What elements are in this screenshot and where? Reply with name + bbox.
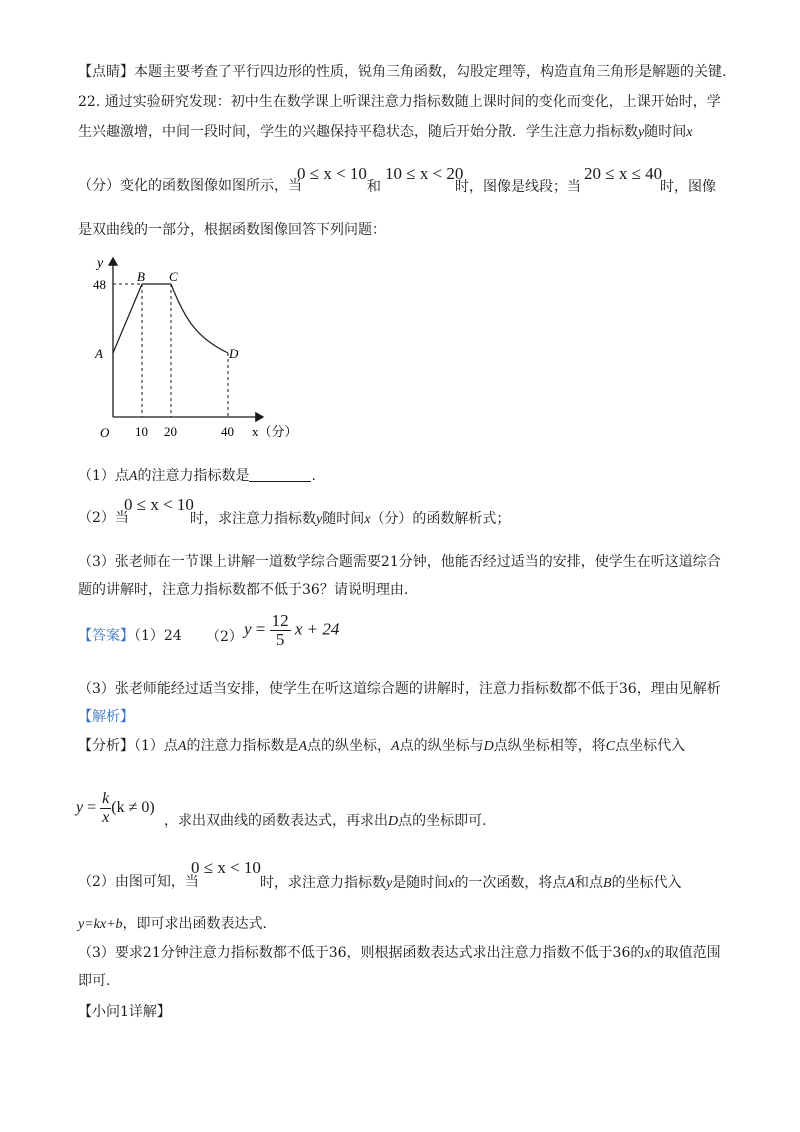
p3-x: x xyxy=(644,946,651,961)
p3b: 的取值范围 xyxy=(650,945,721,961)
point-a-label: A xyxy=(95,346,103,361)
analysis-line-2 xyxy=(164,810,487,830)
dianjing-line xyxy=(78,62,726,82)
p1c: 点的纵坐标， xyxy=(307,738,392,754)
p1-c: C xyxy=(605,739,616,754)
p1b: 的注意力指标数是 xyxy=(186,738,299,754)
p2h: ，即可求出函数表达式. xyxy=(122,916,267,932)
q2-var-x: x xyxy=(364,512,371,527)
p1-a1: A xyxy=(177,739,187,754)
x-tick-40: 40 xyxy=(221,424,234,439)
q2-var-y: y xyxy=(316,512,323,527)
p1f: 点坐标代入 xyxy=(615,738,686,754)
answer-2-num: 12 xyxy=(271,611,289,630)
p1-a2: A xyxy=(298,739,308,754)
problem-line-4 xyxy=(78,220,386,240)
p1-d2: D xyxy=(388,814,399,829)
answer-2-eq: = xyxy=(255,619,266,639)
x-tick-10: 10 xyxy=(135,424,148,439)
answer-2-formula xyxy=(244,612,339,649)
p2d: 的一次函数，将点 xyxy=(454,875,567,891)
q1-period: . xyxy=(311,468,316,484)
answer-blank[interactable] xyxy=(249,467,311,482)
formula-k: k xyxy=(102,790,110,807)
p1a: （1）点 xyxy=(134,738,178,754)
p1d: 点的纵坐标与 xyxy=(399,738,484,754)
answer-3 xyxy=(78,679,721,699)
dianjing-head: 【点睛】 xyxy=(78,64,134,80)
problem-number: 22. xyxy=(78,94,101,110)
point-c-label: C xyxy=(169,269,178,284)
problem-line-1 xyxy=(78,92,721,112)
analysis-line-1 xyxy=(78,736,685,757)
q2-text-c: 随时间 xyxy=(322,511,365,527)
answer-head: 【答案】 xyxy=(78,628,134,644)
p2-y: y xyxy=(386,876,393,891)
point-d-label: D xyxy=(229,346,239,361)
analysis-line-4 xyxy=(78,914,267,935)
p2-x: x xyxy=(448,876,455,891)
p2c: 是随时间 xyxy=(392,875,449,891)
p1-d: D xyxy=(483,739,494,754)
dianjing-text: 本题主要考查了平行四边形的性质，锐角三角函数，勾股定理等，构造直角三角形是解题的关键. xyxy=(134,64,727,80)
var-y: y xyxy=(638,125,645,140)
answer-2-y: y xyxy=(244,619,252,639)
problem-text-4: 是双曲线的一部分，根据函数图像回答下列问题： xyxy=(78,222,386,238)
problem-line-3 xyxy=(78,176,302,196)
p1e: 点纵坐标相等，将 xyxy=(493,738,606,754)
analysis-line-3b xyxy=(260,872,682,892)
fenxi-label: 【分析】 xyxy=(78,738,134,754)
q1-prefix: （1）点 xyxy=(78,468,129,484)
answer-line xyxy=(78,626,182,646)
condition-2: 10 ≤ x < 20 xyxy=(385,164,464,183)
p2-b: B xyxy=(603,876,612,891)
analysis-line-6 xyxy=(78,971,110,991)
question-1 xyxy=(78,466,316,487)
y-axis-label: y xyxy=(97,256,104,271)
formula-fraction xyxy=(100,790,111,827)
hyperbola-cd xyxy=(171,284,228,353)
q2-condition: 0 ≤ x < 10 xyxy=(124,495,194,514)
q1-text: 的注意力指标数是 xyxy=(137,468,250,484)
p2g: y=kx+b xyxy=(78,917,123,932)
y-tick-48: 48 xyxy=(93,277,106,292)
p2e: 和点 xyxy=(575,875,603,891)
p1g: ，求出双曲线的函数表达式，再求出 xyxy=(164,813,388,829)
function-graph xyxy=(85,250,305,445)
q3-text-b: 题的讲解时，注意力指标数都不低于36？请说明理由. xyxy=(78,582,409,598)
answer-2-fraction xyxy=(270,612,291,649)
p3c: 即可. xyxy=(78,973,111,989)
question-2 xyxy=(78,508,129,528)
q2-prefix: （2）当 xyxy=(78,510,129,526)
q2-text-d: （分）的函数解析式； xyxy=(370,511,511,527)
p2-a: A xyxy=(566,876,575,891)
condition-1: 0 ≤ x < 10 xyxy=(297,164,367,183)
origin-label: O xyxy=(100,425,110,440)
p3a: （3）要求21分钟注意力指标数都不低于36，则根据函数表达式求出注意力指数不低于36的 xyxy=(78,945,645,961)
problem-line-2 xyxy=(78,122,692,143)
and-word: 和 xyxy=(367,179,381,195)
problem-text-2a: 生兴趣激增，中间一段时间，学生的兴趣保持平稳状态，随后开始分散．学生注意力指标数 xyxy=(78,124,638,140)
xiaowen-head xyxy=(78,1002,171,1022)
question-3a xyxy=(78,552,721,572)
problem-text-3c: 时，图像 xyxy=(660,179,716,195)
answer-2-prefix: （2） xyxy=(206,629,243,645)
formula-y: y xyxy=(76,799,84,817)
jiexi-label: 【解析】 xyxy=(78,709,134,725)
p1-a3: A xyxy=(391,739,400,754)
condition-3: 20 ≤ x ≤ 40 xyxy=(584,164,663,183)
segment-ab xyxy=(113,284,142,353)
x-tick-20: 20 xyxy=(164,424,177,439)
p2b: 时，求注意力指标数 xyxy=(260,875,386,891)
x-axis-label: x（分） xyxy=(252,424,298,439)
answer-2-rest: x + 24 xyxy=(294,619,340,639)
problem-text-1: 通过实验研究发现：初中生在数学课上听课注意力指标数随上课时间的变化而变化，上课开始时，学 xyxy=(104,94,721,110)
answer-2-den: 5 xyxy=(275,630,285,649)
problem-text-3a: （分）变化的函数图像如图所示，当 xyxy=(78,178,302,194)
question-3b xyxy=(78,580,408,600)
q2-text-b: 时，求注意力指标数 xyxy=(190,511,316,527)
analysis-line-5 xyxy=(78,943,721,964)
p2-condition: 0 ≤ x < 10 xyxy=(191,858,261,877)
q3-text-a: （3）张老师在一节课上讲解一道数学综合题需要21分钟，他能否经过适当的安排，使学生在听这道综合 xyxy=(78,554,721,570)
answer-3-text: （3）张老师能经过适当安排，使学生在听这道综合题的讲解时，注意力指标数都不低于36，理由见解析 xyxy=(78,681,721,697)
point-b-label: B xyxy=(137,269,145,284)
p1h: 点的坐标即可. xyxy=(398,813,487,829)
xiaowen-label: 【小问1详解】 xyxy=(78,1004,171,1020)
hyperbola-formula: y = $\frac{k}{x}$ (k ≠ 0) xyxy=(76,790,155,826)
jiexi-head xyxy=(78,707,134,727)
var-x: x xyxy=(686,125,693,140)
p2a: （2）由图可知，当 xyxy=(78,874,199,890)
q1-point-a: A xyxy=(128,469,138,484)
analysis-line-3 xyxy=(78,872,199,892)
q2-text xyxy=(190,508,510,528)
problem-text-3b: 时，图像是线段；当 xyxy=(455,179,581,195)
answer-1: （1）24 xyxy=(134,628,182,644)
formula-cond: (k ≠ 0) xyxy=(111,799,155,817)
problem-text-2b: 随时间 xyxy=(644,124,687,140)
p2f: 的坐标代入 xyxy=(611,875,682,891)
formula-x: x xyxy=(102,809,110,826)
